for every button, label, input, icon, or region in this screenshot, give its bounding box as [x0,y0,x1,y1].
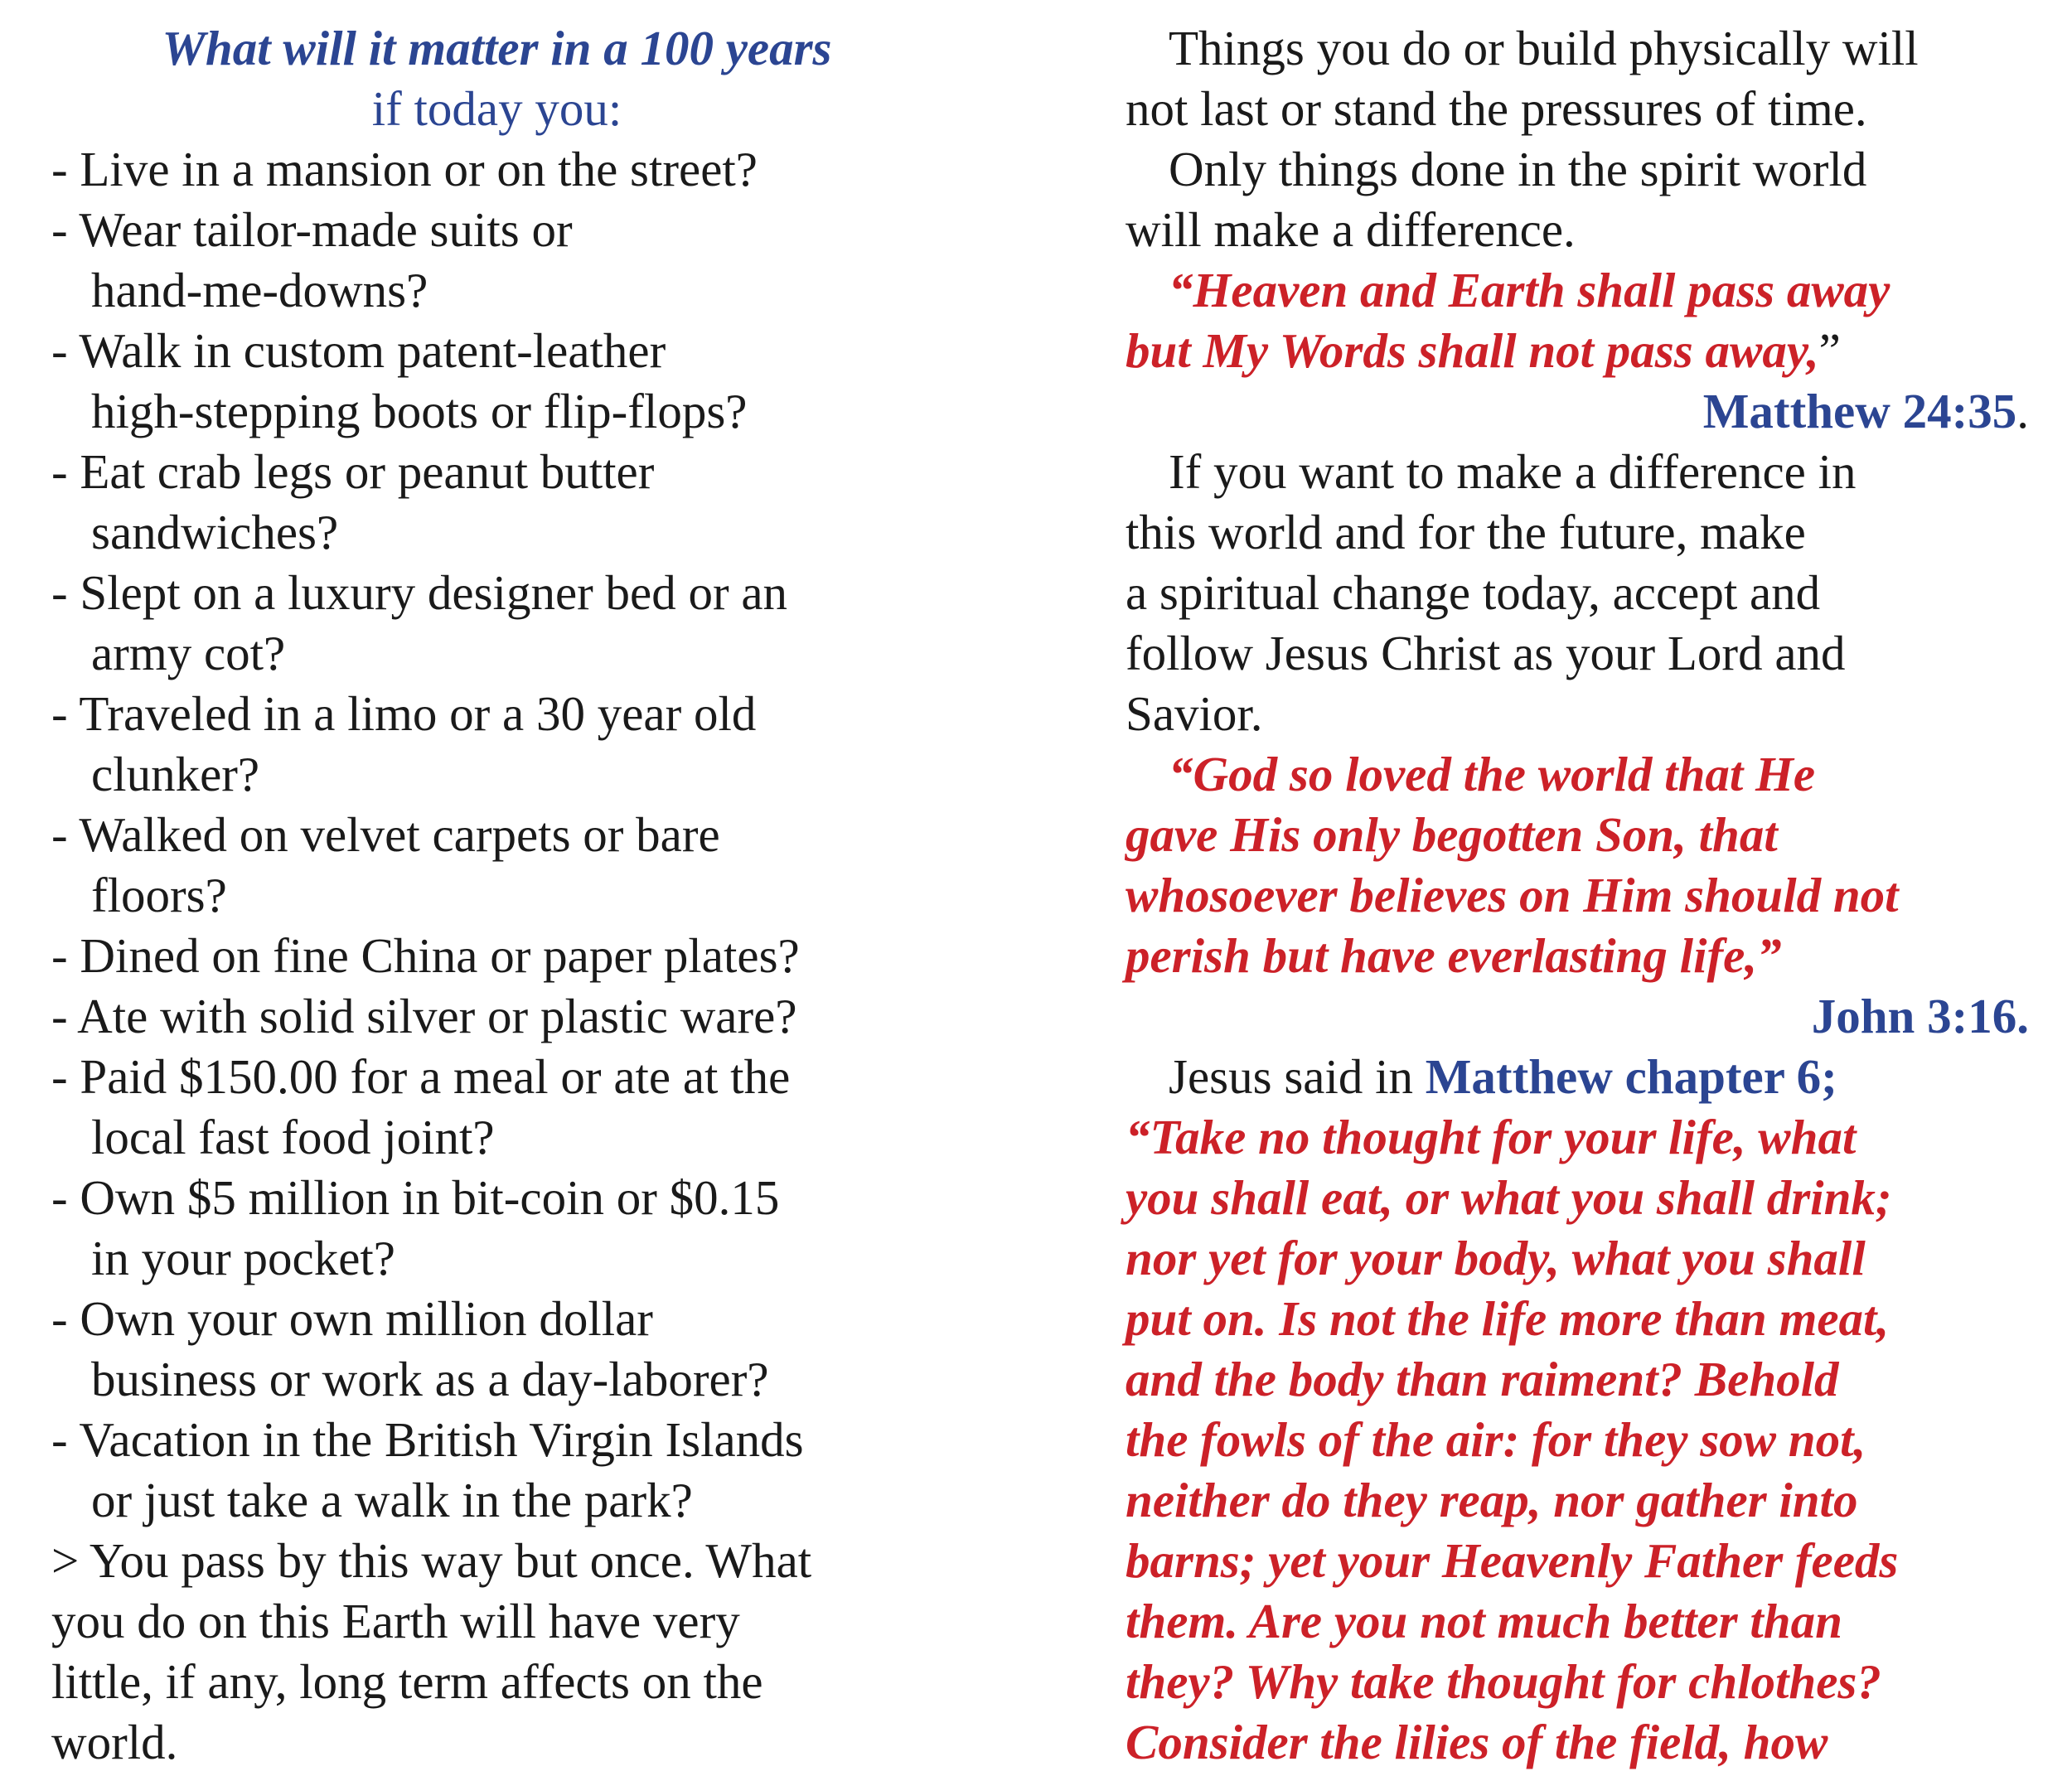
scripture-quote-line [1126,321,2029,381]
list-item: - Paid $150.00 for a meal or ate at the [51,1049,791,1104]
scripture-quote-line: neither do they reap, nor gather into [1126,1473,1858,1527]
scripture-quote-line: barns; yet your Heavenly Father feeds [1126,1533,1899,1588]
closing-paragraph-line: you do on this Earth will have very [51,1594,740,1648]
list-item: - Ate with solid silver or plastic ware? [51,989,797,1043]
left-column [51,18,1079,1773]
list-item-continuation: hand-me-downs? [91,263,428,317]
list-item: - Walked on velvet carpets or bare [51,807,720,862]
closing-paragraph-line: > You pass by this way but once. What [51,1533,812,1588]
closing-paragraph-line: little, if any, long term affects on the [51,1654,763,1709]
scripture-quote-line: you shall eat, or what you shall drink; [1126,1170,1892,1225]
scripture-quote-line: perish but have everlasting life,” [1126,928,1782,983]
scripture-reference-text: Matthew 24:35 [1702,384,2017,438]
scripture-quote-line: them. Are you not much better than [1126,1594,1842,1648]
closing-paragraph-line: world. [51,1715,178,1769]
scripture-quote-line: “Heaven and Earth shall pass away [1169,263,1890,317]
list-item-continuation: army cot? [91,626,286,680]
list-item: - Own your own million dollar [51,1291,653,1346]
list-item: - Eat crab legs or peanut butter [51,444,655,499]
scripture-quote-line: whosoever believes on Him should not [1126,868,1899,922]
scripture-quote-line: “Take no thought for your life, what [1126,1110,1857,1164]
list-item-continuation: high-stepping boots or flip-flops? [91,384,748,438]
scripture-quote-line: the fowls of the air: for they sow not, [1126,1412,1866,1467]
list-item-continuation: clunker? [91,747,260,801]
scripture-quote-line: and the body than raiment? Behold [1126,1352,1839,1406]
list-item-continuation: local fast food joint? [91,1110,495,1164]
list-item: - Wear tailor-made suits or [51,202,573,257]
page-subtitle: if today you: [371,81,622,136]
scripture-quote-line: they? Why take thought for chlothes? [1126,1654,1881,1709]
paragraph-line: will make a difference. [1126,202,1576,257]
scripture-quote-line: Consider the lilies of the field, how [1126,1715,1828,1769]
scripture-quote-line: gave His only begotten Son, that [1126,807,1778,862]
list-item: - Dined on fine China or paper plates? [51,928,800,983]
paragraph-text: Jesus said in [1169,1049,1426,1104]
paragraph-line: Savior. [1126,686,1263,741]
paragraph-line: this world and for the future, make [1126,505,1806,559]
scripture-quote-text: but My Words shall not pass away, [1126,323,1819,378]
scripture-reference [1126,381,2029,442]
closing-quote-mark: ” [1818,323,1841,378]
scripture-reference: Matthew chapter 6; [1425,1049,1837,1104]
scripture-reference: John 3:16. [1811,989,2029,1043]
paragraph-line: a spiritual change today, accept and [1126,565,1821,620]
paragraph-line: Only things done in the spirit world [1169,142,1867,196]
paragraph-line: not last or stand the pressures of time. [1126,81,1867,136]
paragraph-line: Things you do or build physically will [1169,21,1919,75]
list-item-continuation: in your pocket? [91,1231,395,1285]
list-item-continuation: floors? [91,868,227,922]
list-item: - Slept on a luxury designer bed or an [51,565,788,620]
scripture-quote-line: nor yet for your body, what you shall [1126,1231,1866,1285]
paragraph-line: follow Jesus Christ as your Lord and [1126,626,1846,680]
page-title: What will it matter in a 100 years [162,21,832,75]
paragraph-line [1126,1047,2029,1107]
paragraph-line: If you want to make a difference in [1169,444,1857,499]
list-item-continuation: or just take a walk in the park? [91,1473,693,1527]
list-item: - Own $5 million in bit-coin or $0.15 [51,1170,780,1225]
list-item: - Traveled in a limo or a 30 year old [51,686,757,741]
list-item-continuation: sandwiches? [91,505,339,559]
list-item: - Walk in custom patent-leather [51,323,666,378]
scripture-quote-line: put on. Is not the life more than meat, [1126,1291,1890,1346]
reference-period: . [2016,384,2029,438]
right-column [1126,18,2029,1773]
scripture-quote-line: “God so loved the world that He [1169,747,1816,801]
list-item-continuation: business or work as a day-laborer? [91,1352,769,1406]
list-item: - Vacation in the British Virgin Islands [51,1412,804,1467]
list-item: - Live in a mansion or on the street? [51,142,758,196]
